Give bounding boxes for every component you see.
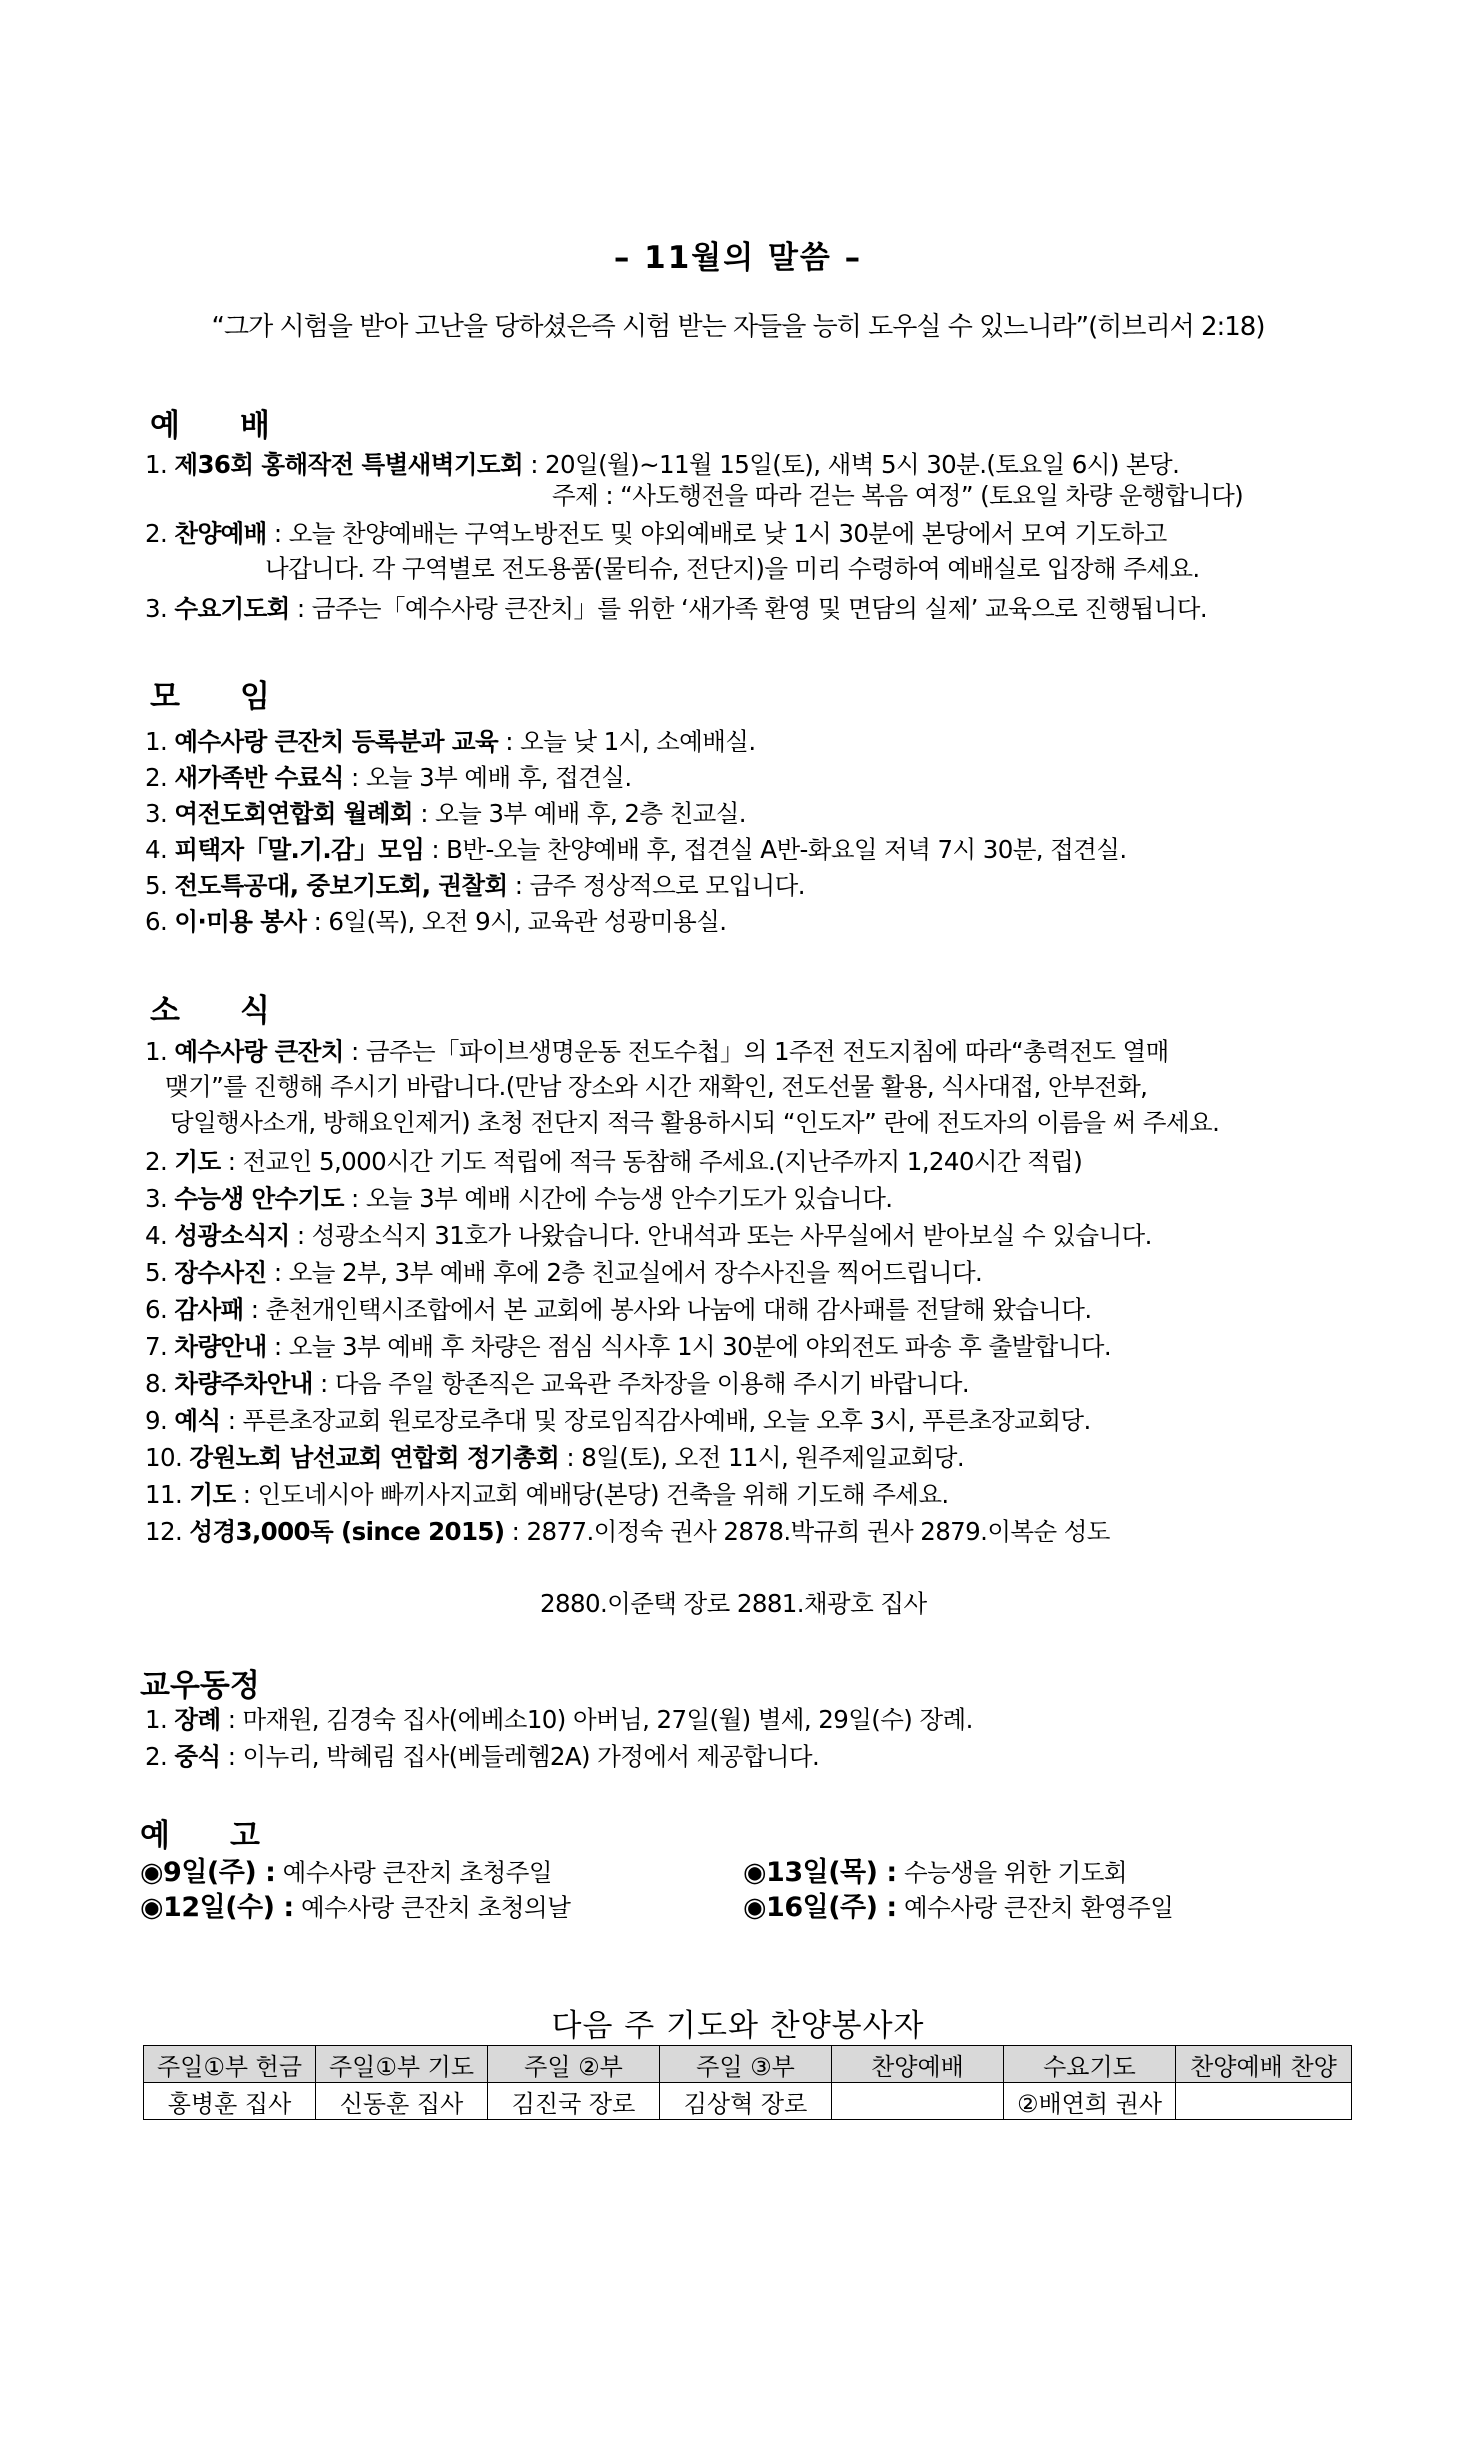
item-number: 11.	[145, 1480, 183, 1509]
item-label: 장수사진	[174, 1258, 267, 1287]
section-heading-meetings: 모임	[150, 679, 330, 715]
preview-text: 수능생을 위한 기도회	[896, 1858, 1128, 1887]
roster-table	[143, 2045, 1352, 2120]
item-label: 감사패	[174, 1295, 244, 1324]
preview-date: ◉16일(주) :	[743, 1892, 897, 1923]
item-label: 새가족반 수료식	[174, 763, 344, 792]
news-item-1-continued-2: 당일행사소개, 방해요인제거) 초청 전단지 적극 활용하시되 “인도자” 란에 전도자의 이름을 써 주세요.	[170, 1108, 1220, 1137]
item-label: 예수사랑 큰잔치 등록분과 교육	[174, 727, 499, 756]
item-text: : 오늘 3부 예배 후, 접견실.	[343, 763, 632, 792]
list-item	[145, 907, 727, 936]
monthly-verse: “그가 시험을 받아 고난을 당하셨은즉 시험 받는 자들을 능히 도우실 수 있느니라”(히브리서 2:18)	[211, 312, 1265, 342]
table-row	[144, 2083, 1352, 2120]
list-item	[145, 1742, 820, 1771]
item-text: : 오늘 낮 1시, 소예배실.	[498, 727, 756, 756]
item-text: : 푸른초장교회 원로장로추대 및 장로임직감사예배, 오늘 오후 3시, 푸른초장교회당.	[220, 1406, 1091, 1435]
item-label: 중식	[174, 1742, 221, 1771]
item-number: 1.	[145, 1037, 168, 1066]
item-text: : 금주는「파이브생명운동 전도수첩」의 1주전 전도지침에 따라“총력전도 열매	[343, 1037, 1169, 1066]
table-header-row	[144, 2046, 1352, 2083]
list-item	[145, 799, 746, 828]
item-text: : 오늘 찬양예배는 구역노방전도 및 야외예배로 낮 1시 30분에 본당에서 모여 기도하고	[266, 519, 1167, 548]
section-heading-preview: 예고	[140, 1818, 320, 1854]
worship-item-2-continued: 나갑니다. 각 구역별로 전도용품(물티슈, 전단지)을 미리 수령하여 예배실로 입장해 주세요.	[265, 554, 1200, 583]
item-number: 1.	[145, 450, 168, 479]
list-item	[145, 835, 1127, 864]
item-text: : 이누리, 박혜림 집사(베들레헴2A) 가정에서 제공합니다.	[220, 1742, 820, 1771]
item-label: 차량안내	[174, 1332, 267, 1361]
worship-item-1	[145, 450, 1180, 479]
item-label: 찬양예배	[174, 519, 267, 548]
news-item-1-continued: 맺기”를 진행해 주시기 바랍니다.(만남 장소와 시간 재확인, 전도선물 활용, 식사대접, 안부전화,	[165, 1072, 1148, 1101]
list-item	[145, 1258, 983, 1287]
list-item	[145, 1221, 1152, 1250]
item-number: 5.	[145, 871, 168, 900]
list-item	[145, 763, 632, 792]
list-item	[145, 1705, 973, 1734]
item-number: 4.	[145, 835, 168, 864]
item-text: : 춘천개인택시조합에서 본 교회에 봉사와 나눔에 대해 감사패를 전달해 왔습니다.	[243, 1295, 1092, 1324]
table-cell	[832, 2083, 1004, 2120]
table-cell: 김상혁 장로	[660, 2083, 832, 2120]
preview-text: 예수사랑 큰잔치 환영주일	[896, 1893, 1174, 1922]
item-text: : 성광소식지 31호가 나왔습니다. 안내석과 또는 사무실에서 받아보실 수 있습니다.	[289, 1221, 1152, 1250]
item-text: : 8일(토), 오전 11시, 원주제일교회당.	[559, 1443, 965, 1472]
preview-item	[140, 1850, 552, 1889]
item-label: 장례	[174, 1705, 221, 1734]
item-number: 6.	[145, 907, 168, 936]
item-text: : 금주는「예수사랑 큰잔치」를 위한 ‘새가족 환영 및 면담의 실제’ 교육으로 진행됩니다.	[289, 594, 1208, 623]
item-number: 12.	[145, 1517, 183, 1546]
item-number: 10.	[145, 1443, 183, 1472]
list-item	[145, 1369, 970, 1398]
item-number: 7.	[145, 1332, 168, 1361]
list-item	[145, 1295, 1092, 1324]
list-item	[145, 1332, 1112, 1361]
section-heading-worship: 예배	[150, 408, 330, 444]
item-label: 여전도회연합회 월례회	[174, 799, 413, 828]
column-header: 찬양예배	[832, 2046, 1004, 2083]
item-number: 2.	[145, 1742, 168, 1771]
preview-date: ◉13일(목) :	[743, 1857, 897, 1888]
list-item	[145, 1147, 1083, 1176]
column-header: 주일 ②부	[488, 2046, 660, 2083]
item-label: 성경3,000독 (since 2015)	[189, 1517, 505, 1546]
item-text: : 2877.이정숙 권사 2878.박규희 권사 2879.이복순 성도	[504, 1517, 1110, 1546]
item-number: 2.	[145, 519, 168, 548]
item-text: : 마재원, 김경숙 집사(에베소10) 아버님, 27일(월) 별세, 29일(수) 장례.	[220, 1705, 973, 1734]
item-label: 강원노회 남선교회 연합회 정기총회	[189, 1443, 560, 1472]
table-cell: 김진국 장로	[488, 2083, 660, 2120]
roster-title: 다음 주 기도와 찬양봉사자	[551, 2008, 925, 2044]
worship-item-3	[145, 594, 1208, 623]
item-text: : 인도네시아 빠끼사지교회 예배당(본당) 건축을 위해 기도해 주세요.	[235, 1480, 949, 1509]
item-label: 기도	[174, 1147, 221, 1176]
table-cell: 홍병훈 집사	[144, 2083, 316, 2120]
item-text: : B반-오늘 찬양예배 후, 접견실 A반-화요일 저녁 7시 30분, 접견실.	[424, 835, 1127, 864]
list-item	[145, 1517, 1110, 1546]
item-number: 3.	[145, 1184, 168, 1213]
item-label: 예수사랑 큰잔치	[174, 1037, 344, 1066]
item-text: : 다음 주일 항존직은 교육관 주차장을 이용해 주시기 바랍니다.	[312, 1369, 970, 1398]
list-item	[145, 1406, 1091, 1435]
preview-text: 예수사랑 큰잔치 초청주일	[275, 1858, 553, 1887]
news-item-1	[145, 1037, 1169, 1066]
item-label: 수요기도회	[174, 594, 290, 623]
list-item	[145, 1443, 965, 1472]
column-header: 주일 ③부	[660, 2046, 832, 2083]
item-label: 이·미용 봉사	[174, 907, 307, 936]
item-label: 예식	[174, 1406, 221, 1435]
item-text: : 오늘 3부 예배 후, 2층 친교실.	[413, 799, 746, 828]
item-text: : 오늘 3부 예배 시간에 수능생 안수기도가 있습니다.	[343, 1184, 893, 1213]
item-text: : 오늘 3부 예배 후 차량은 점심 식사후 1시 30분에 야외전도 파송 후 출발합니다.	[266, 1332, 1112, 1361]
preview-date: ◉9일(주) :	[140, 1857, 276, 1888]
section-heading-news: 소식	[150, 993, 330, 1029]
item-number: 2.	[145, 1147, 168, 1176]
item-number: 8.	[145, 1369, 168, 1398]
list-item	[145, 1184, 893, 1213]
item-number: 1.	[145, 1705, 168, 1734]
column-header: 찬양예배 찬양	[1176, 2046, 1352, 2083]
item-label: 제36회 홍해작전 특별새벽기도회	[174, 450, 524, 479]
worship-item-2	[145, 519, 1167, 548]
preview-date: ◉12일(수) :	[140, 1892, 294, 1923]
item-label: 피택자「말.기.감」모임	[174, 835, 425, 864]
table-cell	[1176, 2083, 1352, 2120]
item-label: 기도	[189, 1480, 236, 1509]
section-heading-members: 교우동정	[140, 1668, 260, 1704]
column-header: 주일①부 헌금	[144, 2046, 316, 2083]
column-header: 주일①부 기도	[316, 2046, 488, 2083]
item-number: 1.	[145, 727, 168, 756]
preview-item	[743, 1850, 1127, 1889]
list-item	[145, 727, 756, 756]
worship-item-1-continued: 주제 : “사도행전을 따라 걷는 복음 여정” (토요일 차량 운행합니다)	[552, 481, 1244, 510]
preview-item	[743, 1885, 1173, 1924]
list-item	[145, 1480, 949, 1509]
item-text: : 6일(목), 오전 9시, 교육관 성광미용실.	[306, 907, 727, 936]
table-cell: 신동훈 집사	[316, 2083, 488, 2120]
news-item-12-continued: 2880.이준택 장로 2881.채광호 집사	[540, 1589, 927, 1618]
item-number: 2.	[145, 763, 168, 792]
item-label: 차량주차안내	[174, 1369, 313, 1398]
item-text: : 20일(월)~11월 15일(토), 새벽 5시 30분.(토요일 6시) 본당.	[523, 450, 1180, 479]
item-number: 5.	[145, 1258, 168, 1287]
item-number: 3.	[145, 594, 168, 623]
item-label: 수능생 안수기도	[174, 1184, 344, 1213]
list-item	[145, 871, 805, 900]
preview-item	[140, 1885, 570, 1924]
item-text: : 오늘 2부, 3부 예배 후에 2층 친교실에서 장수사진을 찍어드립니다.	[266, 1258, 983, 1287]
item-label: 성광소식지	[174, 1221, 290, 1250]
item-number: 3.	[145, 799, 168, 828]
column-header: 수요기도	[1004, 2046, 1176, 2083]
item-number: 4.	[145, 1221, 168, 1250]
item-text: : 전교인 5,000시간 기도 적립에 적극 동참해 주세요.(지난주까지 1,240시간 적립)	[220, 1147, 1083, 1176]
item-number: 6.	[145, 1295, 168, 1324]
item-text: : 금주 정상적으로 모입니다.	[507, 871, 805, 900]
item-label: 전도특공대, 중보기도회, 권찰회	[174, 871, 508, 900]
item-number: 9.	[145, 1406, 168, 1435]
preview-text: 예수사랑 큰잔치 초청의날	[293, 1893, 571, 1922]
page-title: – 11월의 말씀 –	[613, 240, 863, 276]
table-cell: ②배연희 권사	[1004, 2083, 1176, 2120]
